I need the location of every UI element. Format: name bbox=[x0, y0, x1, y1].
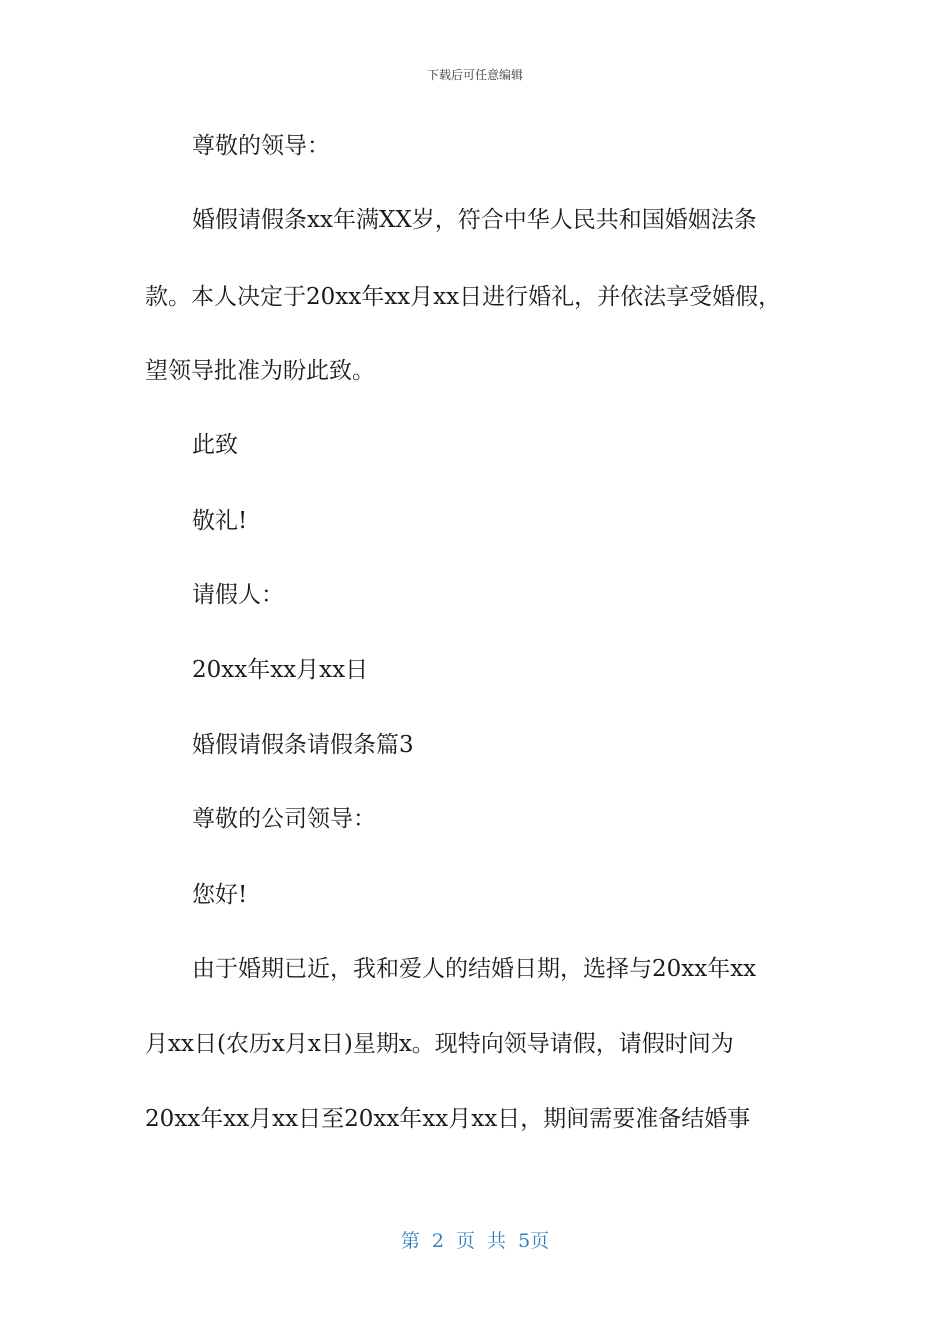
date-line: 20xx年xx月xx日 bbox=[192, 657, 369, 683]
applicant-label: 请假人： bbox=[192, 582, 284, 608]
paragraph-line: 款。本人决定于20xx年xx月xx日进行婚礼，并依法享受婚假， bbox=[145, 284, 782, 310]
closing-line: 此致 bbox=[192, 432, 238, 458]
salutation: 尊敬的公司领导： bbox=[192, 806, 376, 832]
paragraph-line: 20xx年xx月xx日至20xx年xx月xx日，期间需要准备结婚事 bbox=[145, 1106, 751, 1132]
paragraph-line: 由于婚期已近，我和爱人的结婚日期，选择与20xx年xx bbox=[192, 956, 757, 982]
salutation: 尊敬的领导： bbox=[192, 133, 330, 159]
download-note: 下载后可任意编辑 bbox=[426, 68, 523, 82]
paragraph-line: 月xx日(农历x月x日)星期x。现特向领导请假，请假时间为 bbox=[145, 1031, 734, 1057]
section-title: 婚假请假条请假条篇3 bbox=[192, 732, 414, 758]
greeting: 您好! bbox=[192, 882, 248, 908]
page-indicator: 第 2 页 共 5页 bbox=[400, 1230, 550, 1252]
paragraph-line: 婚假请假条xx年满XX岁，符合中华人民共和国婚姻法条 bbox=[192, 207, 757, 233]
paragraph-line: 望领导批准为盼此致。 bbox=[145, 358, 375, 384]
closing-line: 敬礼! bbox=[192, 508, 248, 534]
